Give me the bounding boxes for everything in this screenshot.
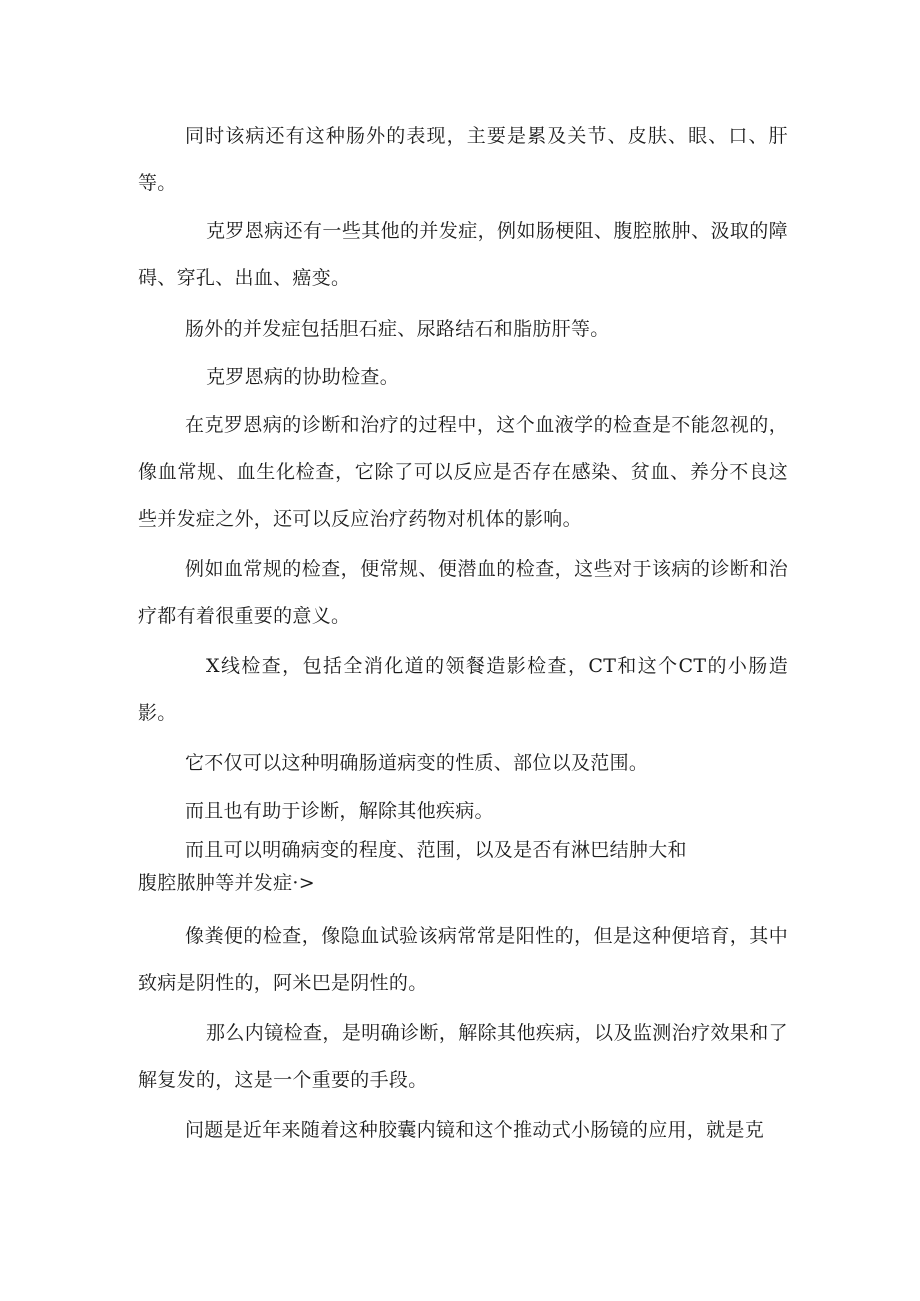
paragraph-3: 肠外的并发症包括胆石症、尿路结石和脂肪肝等。	[185, 318, 610, 340]
paragraph-13: 问题是近年来随着这种胶囊内镜和这个推动式小肠镜的应用，就是克	[185, 1119, 765, 1141]
paragraph-2: 克罗恩病还有一些其他的并发症，例如肠梗阻、腹腔脓肿、汲取的障碍、穿孔、出血、癌变。	[138, 220, 788, 289]
paragraph-1: 同时该病还有这种肠外的表现，主要是累及关节、皮肤、眼、口、肝等。	[138, 125, 788, 194]
paragraph-12: 那么内镜检查，是明确诊断，解除其他疾病，以及监测治疗效果和了解复发的，这是一个重要的手段。	[138, 1022, 788, 1091]
paragraph-5: 在克罗恩病的诊断和治疗的过程中，这个血液学的检查是不能忽视的，像血常规、血生化检查，它除了可以反应是否存在感染、贫血、养分不良这些并发症之外，还可以反应治疗药物对机体的影响。	[138, 414, 788, 530]
paragraph-10-continuation: 腹腔脓肿等并发症·>	[138, 872, 315, 894]
paragraph-8: 它不仅可以这种明确肠道病变的性质、部位以及范围。	[185, 752, 649, 774]
paragraph-9: 而且也有助于诊断，解除其他疾病。	[185, 800, 494, 822]
paragraph-4: 克罗恩病的协助检查。	[206, 366, 400, 388]
paragraph-7: X线检查，包括全消化道的领餐造影检查，CT和这个CT的小肠造影。	[138, 655, 788, 724]
paragraph-10: 而且可以明确病变的程度、范围，以及是否有淋巴结肿大和	[185, 839, 687, 861]
paragraph-11: 像粪便的检查，像隐血试验该病常常是阳性的，但是这种便培育，其中致病是阴性的，阿米巴是阴性的。	[138, 925, 788, 994]
paragraph-6: 例如血常规的检查，便常规、便潜血的检查，这些对于该病的诊断和治疗都有着很重要的意义。	[138, 558, 788, 627]
